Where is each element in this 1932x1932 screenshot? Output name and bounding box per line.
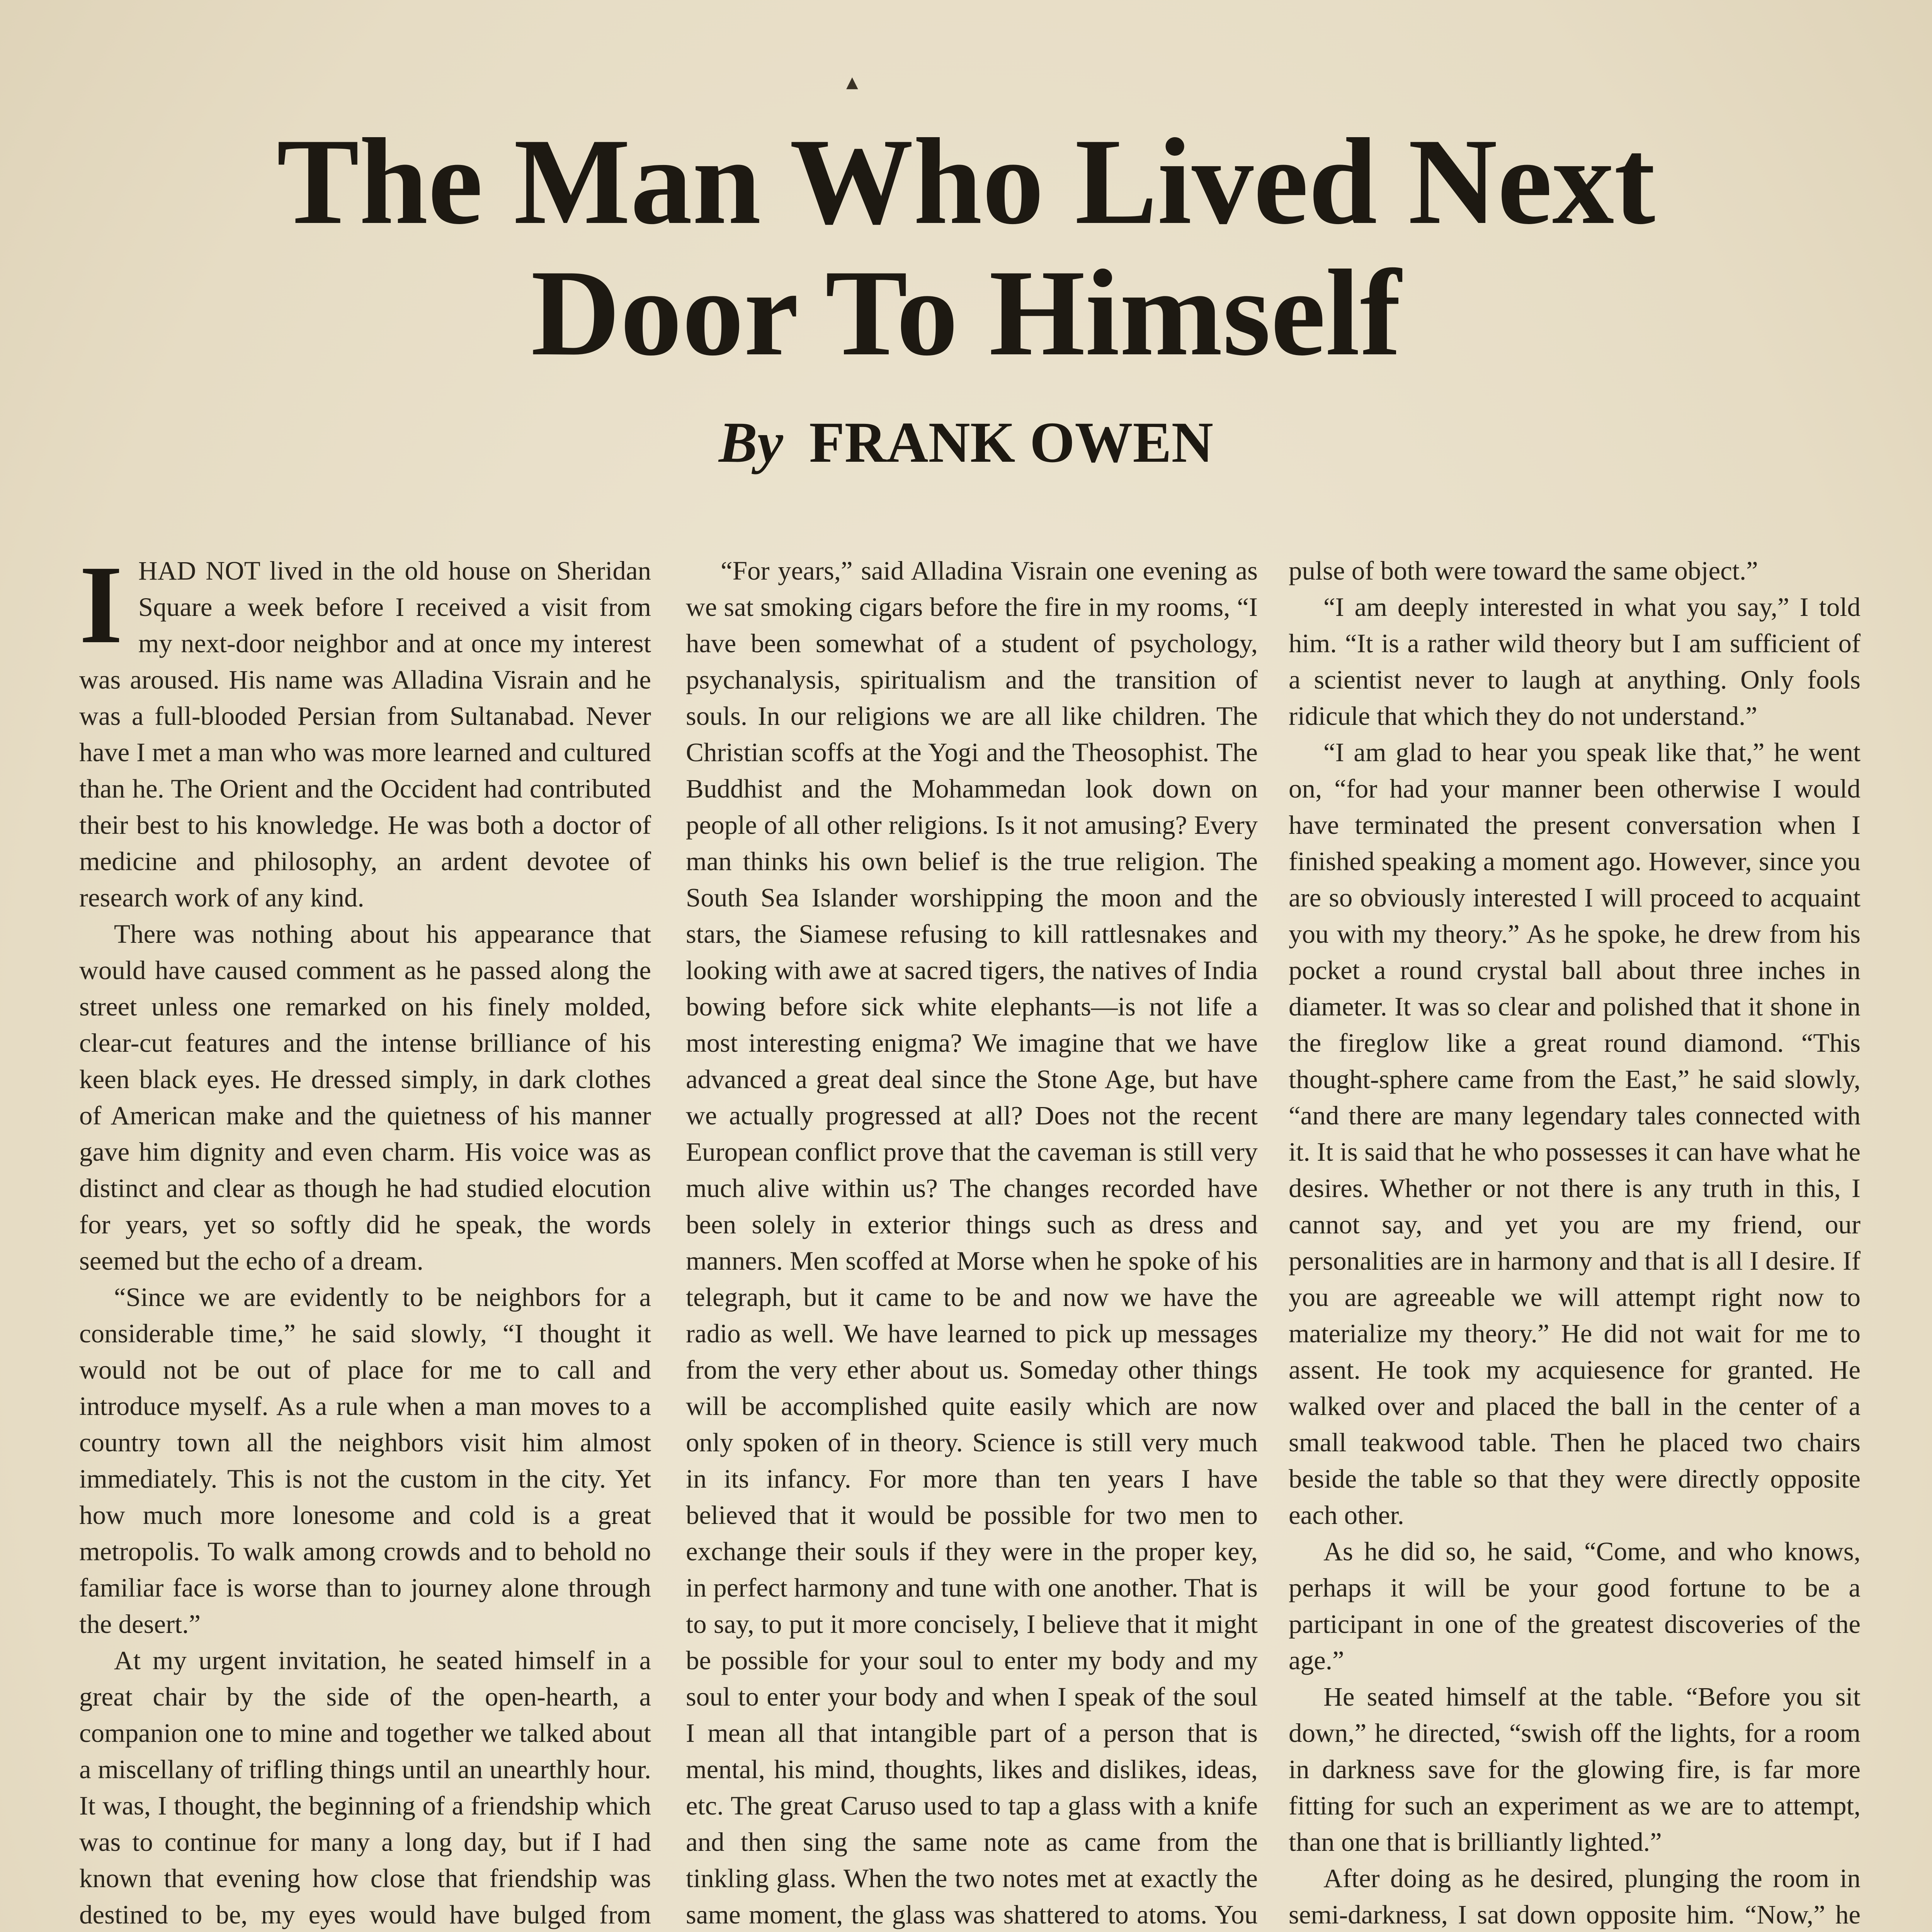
paragraph: At my urgent invitation, he seated himself in a great chair by the side of the open-hearth, a companion one to mine and together we talked about a miscellany of trifling things until an unearthly hour. It was, I thought, the beginning of a friendship which was to continue for many a long day, but if I had known that evening how close that friendship was destined to be, my eyes would have bulged from: [79, 1646, 651, 1929]
drop-cap: I: [79, 543, 123, 667]
text-column-3: [1289, 553, 1861, 1932]
title-line-1: The Man Who Lived Next: [277, 113, 1655, 250]
paragraph: “For years,” said Alladina Visrain one evening as we sat smoking cigars before the fire in my rooms, “I have been somewhat of a student of psychology, psychanalysis, spiritualism and the transition of souls. In our religions we are all like children. The Christian scoffs at the Yogi and the Theosophist. The Buddhist and the Mohammedan look down on people of all other religions. Is it not amusing? Every man thinks his own belief is the true religion. The South Sea Islander worshipping the moon and the stars, the Siamese refusing to kill rattlesnakes and looking with awe at sacred tigers, the natives of India bowing before sick white elephants—is not life a most interesting enigma? We imagine that we have advanced a great deal since the Stone Age, but have we actually progressed at all? Does not the recent European conflict prove that the caveman is still very much alive within us? The changes recorded have been solely in exterior things such as dress and manners. Men scoffed at Morse when he spoke of his telegraph, but it came to be and now we have the radio as well. We have learned to pick up messages from the very ether about us. Someday other things will be accomplished quite easily which are now only spoken of in theory. Science is still very much in its infancy. For more than ten years I have believed that it would be possible for two men to exchange their souls if they were in the proper key, in perfect harmony and tune with one another. That is to say, to put it more concisely, I believe that it might be possible for your soul to enter my body and my soul to enter your body and when I speak of the soul I mean all that intangible part of a person that is mental, his mind, thoughts, likes and dislikes, ideas, etc. The great Caruso used to tap a glass with a knife and then sing the same note as came from the tinkling glass. When the two notes met at exactly the same moment, the glass was shattered to atoms. You: [686, 556, 1258, 1929]
title-line-2: Door To Himself: [531, 245, 1401, 381]
paragraph: pulse of both were toward the same object.”: [1289, 556, 1758, 585]
paragraph: “Since we are evidently to be neighbors for a considerable time,” he said slowly, “I thought it would not be out of place for me to call and introduce myself. As a rule when a man moves to a country town all the neighbors visit him almost immediately. This is not the custom in the city. Yet how much more lonesome and cold is a great metropolis. To walk among crowds and to behold no familiar face is worse than to journey alone through the desert.”: [79, 1282, 651, 1639]
paragraph: As he did so, he said, “Come, and who knows, perhaps it will be your good fortune to be a participant in one of the greatest discoveries of the age.”: [1289, 1537, 1861, 1675]
text-column-1: [79, 543, 651, 1932]
byline-by: By: [719, 410, 783, 474]
paragraph: [79, 543, 651, 916]
paragraph: There was nothing about his appearance that would have caused comment as he passed along the street unless one remarked on his finely molded, clear-cut features and the intense brilliance of his keen black eyes. He dressed simply, in dark clothes of American make and the quietness of his manner gave him dignity and even charm. His voice was as distinct and clear as though he had studied elocution for years, yet so softly did he speak, the words seemed but the echo of a dream.: [79, 919, 651, 1276]
paragraph: “I am deeply interested in what you say,” I told him. “It is a rather wild theory but I am sufficient of a scientist never to laugh at anything. Only fools ridicule that which they do not understand.”: [1289, 592, 1861, 731]
paragraph-text: HAD NOT lived in the old house on Sheridan Square a week before I received a visit from my next-door neighbor and at once my interest was aroused. His name was Alladina Visrain and he was a full-blooded Persian from Sultanabad. Never have I met a man who was more learned and cultured than he. The Orient and the Occident had contributed their best to his knowledge. He was both a doctor of medicine and philosophy, an ardent devotee of research work of any kind.: [79, 556, 651, 912]
page-mark: ▲: [846, 73, 858, 91]
story-title: [70, 113, 1862, 381]
paragraph: After doing as he desired, plunging the room in semi-darkness, I sat down opposite him. “Now,” he: [1289, 1864, 1861, 1929]
byline-author: FRANK OWEN: [809, 410, 1213, 474]
byline: [0, 410, 1932, 475]
paragraph: “I am glad to hear you speak like that,” he went on, “for had your manner been otherwise I would have terminated the present conversation when I finished speaking a moment ago. However, since you are so obviously interested I will proceed to acquaint you with my theory.” As he spoke, he drew from his pocket a round crystal ball about three inches in diameter. It was so clear and polished that it shone in the fireglow like a great round diamond. “This thought-sphere came from the East,” he said slowly, “and there are many legendary tales connected with it. It is said that he who possesses it can have what he desires. Whether or not there is any truth in this, I cannot say, and yet you are my friend, our personalities are in harmony and that is all I desire. If you are agreeable we will attempt right now to materialize my theory.” He did not wait for me to assent. He took my acquiesence for granted. He walked over and placed the ball in the center of a small teakwood table. Then he placed two chairs beside the table so that they were directly opposite each other.: [1289, 738, 1861, 1530]
text-column-2: [686, 553, 1258, 1932]
paragraph: He seated himself at the table. “Before you sit down,” he directed, “swish off the lights, for a room in darkness save for the glowing fire, is far more fitting for such an experiment as we are to attempt, than one that is brilliantly lighted.”: [1289, 1682, 1861, 1857]
